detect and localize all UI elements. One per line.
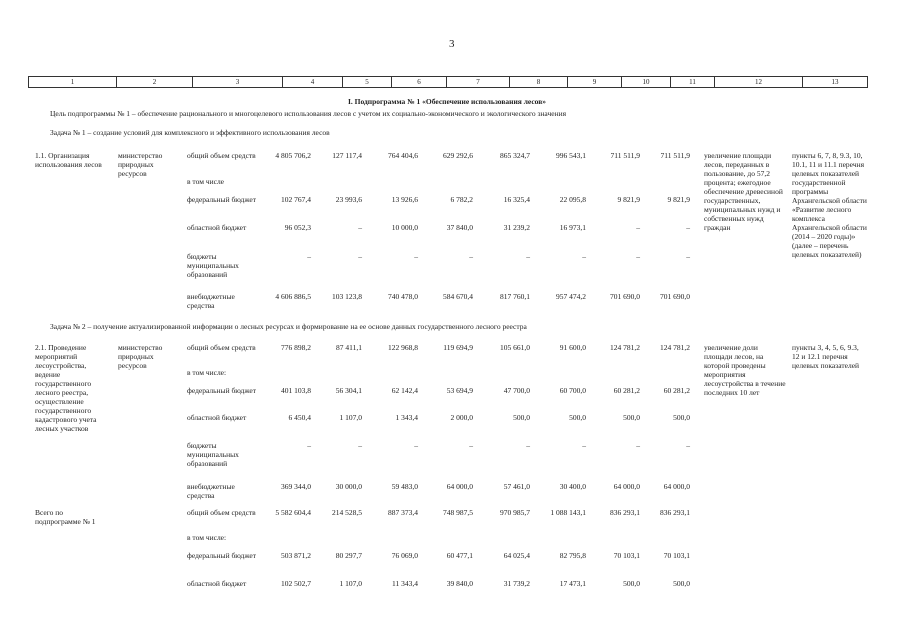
row2-amount-cell: 60 281,2 xyxy=(613,386,640,395)
total-amount-cell: 1 107,0 xyxy=(339,579,362,588)
total-amount-cell: 748 987,5 xyxy=(443,508,473,517)
row1-amount-cell: 16 325,4 xyxy=(503,195,530,204)
row1-amount-cell: 740 478,0 xyxy=(388,292,418,301)
total-amount-cell: 39 840,0 xyxy=(446,579,473,588)
row1-funding-source-label: в том числе xyxy=(187,177,225,186)
row1-amount-cell: 701 690,0 xyxy=(660,292,690,301)
row2-target-indicators: пункты 3, 4, 5, 6, 9.3, 12 и 12.1 перечня целевых показателей xyxy=(792,343,860,370)
row2-amount-cell: 60 281,2 xyxy=(663,386,690,395)
row1-amount-cell: 701 690,0 xyxy=(610,292,640,301)
row1-amount-cell: 957 474,2 xyxy=(556,292,586,301)
total-funding-source-label: общий объем средств xyxy=(187,508,256,517)
total-amount-cell: 64 025,4 xyxy=(503,551,530,560)
row2-amount-cell: 776 898,2 xyxy=(281,343,311,352)
row1-amount-cell: – xyxy=(358,252,362,261)
row2-amount-cell: 500,0 xyxy=(513,413,530,422)
row1-funding-source-label: внебюджетные средства xyxy=(187,292,235,310)
row2-amount-cell: 1 107,0 xyxy=(339,413,362,422)
row2-expected-result: увеличение доли площади лесов, на которой проведены мероприятия лесоустройства в течение последних 10 лет xyxy=(704,343,786,397)
row2-amount-cell: – xyxy=(526,441,530,450)
column-number-12: 12 xyxy=(715,77,803,87)
row1-amount-cell: 711 511,9 xyxy=(660,151,690,160)
row1-amount-cell: – xyxy=(636,223,640,232)
row1-amount-cell: 96 052,3 xyxy=(284,223,311,232)
total-amount-cell: 70 103,1 xyxy=(663,551,690,560)
row1-funding-source-label: общий объем средств xyxy=(187,151,256,160)
row2-amount-cell: 91 600,0 xyxy=(559,343,586,352)
row1-amount-cell: 996 543,1 xyxy=(556,151,586,160)
row1-target-indicators: пункты 6, 7, 8, 9.3, 10, 10.1, 11 и 11.1 перечня целевых показателей государственной программы Архангельской области «Развитие лесного комплекса Архангельской области (2014 – 2020 годы)» (далее – перечень целевых показателей) xyxy=(792,151,867,259)
row2-amount-cell: – xyxy=(636,441,640,450)
row2-amount-cell: 30 400,0 xyxy=(559,482,586,491)
total-amount-cell: 500,0 xyxy=(673,579,690,588)
row1-amount-cell: – xyxy=(686,223,690,232)
row1-amount-cell: 103 123,8 xyxy=(332,292,362,301)
row2-amount-cell: 124 781,2 xyxy=(660,343,690,352)
row2-amount-cell: – xyxy=(307,441,311,450)
total-amount-cell: 76 069,0 xyxy=(391,551,418,560)
row1-expected-result: увеличение площади лесов, переданных в пользование, до 57,2 процента; ежегодное обеспечение древесиной государственных, муниципальных нужд и собственных нужд граждан xyxy=(704,151,783,232)
row1-amount-cell: 16 973,1 xyxy=(559,223,586,232)
total-activity-name: Всего по подпрограмме № 1 xyxy=(35,508,96,526)
total-amount-cell: 503 871,2 xyxy=(281,551,311,560)
row2-amount-cell: 500,0 xyxy=(569,413,586,422)
total-funding-source-label: в том числе: xyxy=(187,533,227,542)
row1-amount-cell: 4 805 706,2 xyxy=(275,151,311,160)
row2-activity-name: 2.1. Проведение мероприятий лесоустройства, ведение государственного лесного реестра, осуществление государственного кадастрового учета лесных участков xyxy=(35,343,97,433)
row1-amount-cell: 9 821,9 xyxy=(667,195,690,204)
row1-amount-cell: 817 760,1 xyxy=(500,292,530,301)
row2-amount-cell: 500,0 xyxy=(673,413,690,422)
total-amount-cell: 60 477,1 xyxy=(446,551,473,560)
row1-amount-cell: – xyxy=(526,252,530,261)
row1-amount-cell: 10 000,0 xyxy=(391,223,418,232)
row2-amount-cell: 1 343,4 xyxy=(395,413,418,422)
row1-amount-cell: 127 117,4 xyxy=(332,151,362,160)
row1-amount-cell: – xyxy=(469,252,473,261)
total-funding-source-label: федеральный бюджет xyxy=(187,551,257,560)
column-number-11: 11 xyxy=(671,77,715,87)
total-amount-cell: 836 293,1 xyxy=(610,508,640,517)
column-number-13: 13 xyxy=(831,78,839,86)
row2-amount-cell: 401 103,8 xyxy=(281,386,311,395)
column-number-3: 3 xyxy=(193,77,283,87)
row2-amount-cell: 60 700,0 xyxy=(559,386,586,395)
row2-amount-cell: 500,0 xyxy=(623,413,640,422)
column-number-2: 2 xyxy=(117,77,193,87)
row1-amount-cell: 102 767,4 xyxy=(281,195,311,204)
row2-amount-cell: 369 344,0 xyxy=(281,482,311,491)
total-amount-cell: 836 293,1 xyxy=(660,508,690,517)
row1-amount-cell: 629 292,6 xyxy=(443,151,473,160)
row2-amount-cell: 59 483,0 xyxy=(391,482,418,491)
row1-amount-cell: 31 239,2 xyxy=(503,223,530,232)
row1-amount-cell: 4 606 886,5 xyxy=(275,292,311,301)
row2-funding-source-label: федеральный бюджет xyxy=(187,386,257,395)
column-number-9: 9 xyxy=(568,77,622,87)
column-number-4: 4 xyxy=(283,77,343,87)
column-number-7: 7 xyxy=(447,77,510,87)
row1-activity-name: 1.1. Организация использования лесов xyxy=(35,151,102,169)
column-number-6: 6 xyxy=(392,77,447,87)
row1-amount-cell: 22 095,8 xyxy=(559,195,586,204)
row2-amount-cell: – xyxy=(358,441,362,450)
row2-amount-cell: 53 694,9 xyxy=(446,386,473,395)
row1-funding-source-label: бюджеты муниципальных образований xyxy=(187,252,239,279)
total-amount-cell: 102 502,7 xyxy=(281,579,311,588)
total-funding-source-label: областной бюджет xyxy=(187,579,247,588)
row2-amount-cell: 124 781,2 xyxy=(610,343,640,352)
column-number-5: 5 xyxy=(343,77,392,87)
total-amount-cell: 70 103,1 xyxy=(613,551,640,560)
row2-amount-cell: – xyxy=(582,441,586,450)
row1-amount-cell: – xyxy=(636,252,640,261)
row2-amount-cell: – xyxy=(414,441,418,450)
row2-amount-cell: 62 142,4 xyxy=(391,386,418,395)
row2-amount-cell: 56 304,1 xyxy=(335,386,362,395)
row2-amount-cell: 57 461,0 xyxy=(503,482,530,491)
row2-amount-cell: 87 411,1 xyxy=(336,343,362,352)
row1-amount-cell: 13 926,6 xyxy=(391,195,418,204)
row2-amount-cell: 64 000,0 xyxy=(663,482,690,491)
row1-executor: министерство природных ресурсов xyxy=(118,151,163,178)
row1-funding-source-label: областной бюджет xyxy=(187,223,247,232)
row2-funding-source-label: общий объем средств xyxy=(187,343,256,352)
column-number-10: 10 xyxy=(622,77,671,87)
total-amount-cell: 887 373,4 xyxy=(388,508,418,517)
total-amount-cell: 214 528,5 xyxy=(332,508,362,517)
row1-amount-cell: – xyxy=(358,223,362,232)
row2-amount-cell: 30 000,0 xyxy=(335,482,362,491)
row1-amount-cell: – xyxy=(307,252,311,261)
row1-amount-cell: 6 782,2 xyxy=(450,195,473,204)
total-amount-cell: 5 582 604,4 xyxy=(275,508,311,517)
row1-amount-cell: – xyxy=(414,252,418,261)
row1-amount-cell: 37 840,0 xyxy=(446,223,473,232)
subprogram-goal: Цель подпрограммы № 1 – обеспечение рационального и многоцелевого использования лесов с учетом их социально-экономического и экологического значения xyxy=(50,109,567,118)
total-amount-cell: 970 985,7 xyxy=(500,508,530,517)
page-number: 3 xyxy=(449,38,455,50)
row2-funding-source-label: в том числе: xyxy=(187,368,227,377)
row2-amount-cell: 2 000,0 xyxy=(450,413,473,422)
total-amount-cell: 31 739,2 xyxy=(503,579,530,588)
task-1: Задача № 1 – создание условий для комплексного и эффективного использования лесов xyxy=(50,128,330,137)
row2-amount-cell: – xyxy=(469,441,473,450)
row2-amount-cell: 122 968,8 xyxy=(388,343,418,352)
row2-amount-cell: 105 661,0 xyxy=(500,343,530,352)
row2-funding-source-label: бюджеты муниципальных образований xyxy=(187,441,239,468)
total-amount-cell: 500,0 xyxy=(623,579,640,588)
row1-amount-cell: 584 670,4 xyxy=(443,292,473,301)
row1-amount-cell: 711 511,9 xyxy=(610,151,640,160)
row1-amount-cell: 865 324,7 xyxy=(500,151,530,160)
total-amount-cell: 80 297,7 xyxy=(335,551,362,560)
column-number-8: 8 xyxy=(510,77,568,87)
row1-funding-source-label: федеральный бюджет xyxy=(187,195,257,204)
row1-amount-cell: 9 821,9 xyxy=(617,195,640,204)
row2-funding-source-label: областной бюджет xyxy=(187,413,247,422)
total-amount-cell: 1 088 143,1 xyxy=(550,508,586,517)
row2-amount-cell: 47 700,0 xyxy=(503,386,530,395)
row2-amount-cell: 64 000,0 xyxy=(613,482,640,491)
column-number-header xyxy=(28,76,868,88)
section-title: I. Подпрограмма № 1 «Обеспечение использования лесов» xyxy=(347,97,547,106)
total-amount-cell: 11 343,4 xyxy=(392,579,418,588)
total-amount-cell: 17 473,1 xyxy=(559,579,586,588)
row1-amount-cell: 764 404,6 xyxy=(388,151,418,160)
row2-executor: министерство природных ресурсов xyxy=(118,343,163,370)
row2-amount-cell: 64 000,0 xyxy=(446,482,473,491)
task-2: Задача № 2 – получение актуализированной информации о лесных ресурсах и формирование на ее основе данных государственного лесного реестра xyxy=(50,322,527,331)
total-amount-cell: 82 795,8 xyxy=(559,551,586,560)
row1-amount-cell: – xyxy=(686,252,690,261)
row2-amount-cell: – xyxy=(686,441,690,450)
row1-amount-cell: 23 993,6 xyxy=(335,195,362,204)
row2-amount-cell: 119 694,9 xyxy=(443,343,473,352)
row2-amount-cell: 6 450,4 xyxy=(288,413,311,422)
column-number-1: 1 xyxy=(29,77,117,87)
row2-funding-source-label: внебюджетные средства xyxy=(187,482,235,500)
row1-amount-cell: – xyxy=(582,252,586,261)
